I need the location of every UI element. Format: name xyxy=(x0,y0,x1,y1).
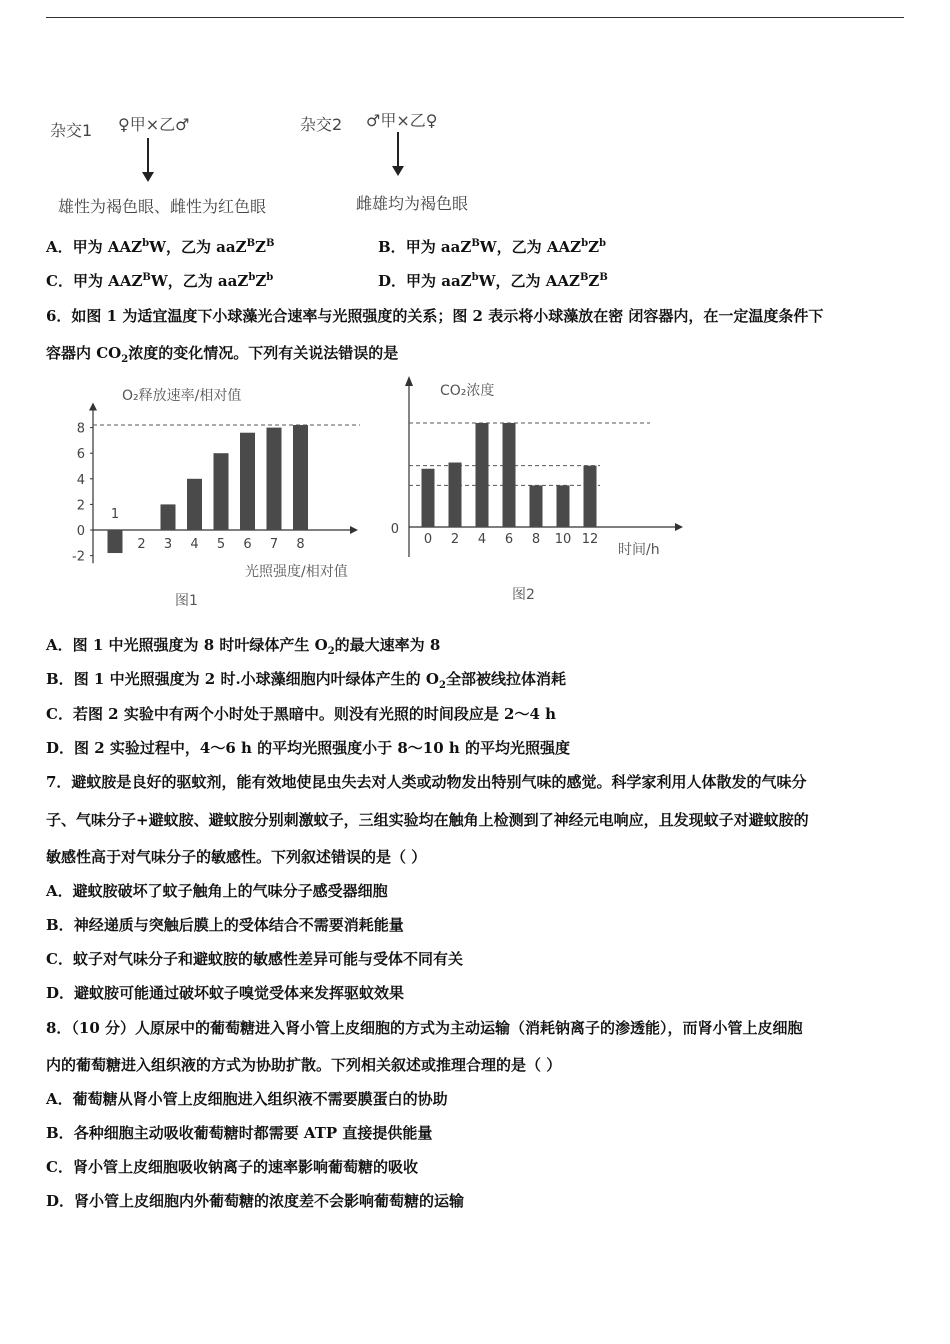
q6-option-c[interactable]: C．若图 2 实验中有两个小时处于黑暗中。则没有光照的时间段应是 2～4 h xyxy=(46,705,557,723)
fig1-y-tick-label: 8 xyxy=(76,421,85,437)
fig2-x-tick-label: 0 xyxy=(423,532,433,547)
fig2-caption: 图2 xyxy=(512,587,535,603)
fig1-title: O₂释放速率/相对值 xyxy=(122,388,242,404)
fig2-bar-2 xyxy=(449,463,462,527)
q7-option-c[interactable]: C．蚊子对气味分子和避蚊胺的敏感性差异可能与受体不同有关 xyxy=(46,950,463,968)
cross1-arrow xyxy=(147,138,149,174)
q6-option-d[interactable]: D．图 2 实验过程中，4～6 h 的平均光照强度小于 8～10 h 的平均光照强度 xyxy=(46,739,571,757)
fig1-y-tick-label: -2 xyxy=(72,549,85,565)
header-rule xyxy=(46,17,904,18)
fig2-bar-4 xyxy=(476,423,489,527)
fig2-y-arrow xyxy=(405,376,413,386)
fig1-y-tick-label: 0 xyxy=(76,524,85,539)
fig1-x-tick-label: 4 xyxy=(190,537,199,552)
q5-option-d[interactable]: D．甲为 aaZ$^b$W，乙为 $AAZ^BZ^B$ xyxy=(378,272,608,290)
q5-option-b[interactable]: B．甲为 aaZ$^B$W，乙为 $AAZ^bZ^b$ xyxy=(378,238,607,256)
q7-option-a[interactable]: A．避蚊胺破坏了蚊子触角上的气味分子感受器细胞 xyxy=(46,882,388,900)
fig1-x-tick-label: 5 xyxy=(216,537,226,552)
fig1-y-tick-label: 6 xyxy=(76,447,85,463)
q7-stem-line1: 7．避蚊胺是良好的驱蚊剂，能有效地使昆虫失去对人类或动物发出特别气味的感觉。科学家利用人体散发的气味分 xyxy=(46,773,807,791)
q6-option-b[interactable]: B．图 1 中光照强度为 2 时.小球藻细胞内叶绿体产生的 $O_2$全部被线拉体消耗 xyxy=(46,670,566,691)
fig1-bar-7 xyxy=(267,428,282,530)
fig1-x-tick-label: 8 xyxy=(296,537,305,552)
fig1-y-arrow xyxy=(89,403,97,411)
q6-option-a[interactable]: A．图 1 中光照强度为 8 时叶绿体产生 $O_2$的最大速率为 8 xyxy=(46,636,441,657)
fig2-x-tick-label: 12 xyxy=(581,532,599,547)
cross2-arrowhead xyxy=(392,166,404,176)
q6-stem-line1: 6．如图 1 为适宜温度下小球藻光合速率与光照强度的关系；图 2 表示将小球藻放在密 闭容器内，在一定温度条件下 xyxy=(46,307,824,325)
cross2-parents: ♂甲×乙♀ xyxy=(366,111,438,130)
fig2-x-tick-label: 2 xyxy=(450,532,460,547)
cross1-arrowhead xyxy=(142,172,154,182)
fig1-xlabel: 光照强度/相对值 xyxy=(245,564,348,580)
fig2-bar-12 xyxy=(584,466,597,527)
fig2-x-tick-label: 8 xyxy=(531,532,541,547)
figure-2-chart xyxy=(390,370,700,615)
cross1-parents: ♀甲×乙♂ xyxy=(118,115,190,134)
q6-stem-line2: 容器内 $CO_2$浓度的变化情况。下列有关说法错误的是 xyxy=(46,344,399,365)
fig1-x-arrow xyxy=(350,526,358,534)
q8-option-a[interactable]: A．葡萄糖从肾小管上皮细胞进入组织液不需要膜蛋白的协助 xyxy=(46,1090,448,1108)
fig2-x-tick-label: 4 xyxy=(477,532,487,547)
fig2-bar-10 xyxy=(557,485,570,527)
q7-stem-line2: 子、气味分子+避蚊胺、避蚊胺分别刺激蚊子，三组实验均在触角上检测到了神经元电响应，且发现蚊子对避蚊胺的 xyxy=(46,811,809,829)
fig1-bar-5 xyxy=(214,453,229,530)
figure-1-chart xyxy=(60,375,380,615)
q7-stem-line3: 敏感性高于对气味分子的敏感性。下列叙述错误的是（ ） xyxy=(46,848,427,866)
q7-option-b[interactable]: B．神经递质与突触后膜上的受体结合不需要消耗能量 xyxy=(46,916,404,934)
fig1-bar-4 xyxy=(187,479,202,530)
fig2-bar-6 xyxy=(503,423,516,527)
fig1-x-tick-label: 6 xyxy=(243,537,252,552)
fig2-bar-0 xyxy=(422,469,435,527)
fig1-bar-8 xyxy=(293,425,308,530)
q5-option-a[interactable]: A．甲为 AAZ$^b$W，乙为 $aaZ^BZ^B$ xyxy=(46,238,275,256)
fig1-y-tick-label: 4 xyxy=(76,472,85,488)
fig2-x-tick-label: 6 xyxy=(504,532,514,547)
q8-option-b[interactable]: B．各种细胞主动吸收葡萄糖时都需要 ATP 直接提供能量 xyxy=(46,1124,433,1142)
cross1-label: 杂交1 xyxy=(50,121,93,140)
q8-option-c[interactable]: C．肾小管上皮细胞吸收钠离子的速率影响葡萄糖的吸收 xyxy=(46,1158,418,1176)
fig1-bar-1 xyxy=(108,530,123,553)
fig1-x-tick-label: 1 xyxy=(110,507,120,522)
fig2-xlabel: 时间/h xyxy=(618,542,660,558)
fig1-y-tick-label: 2 xyxy=(76,498,85,514)
cross2-result: 雌雄均为褐色眼 xyxy=(356,194,469,213)
fig2-bar-8 xyxy=(530,485,543,527)
fig1-x-tick-label: 3 xyxy=(163,537,173,552)
fig1-bar-3 xyxy=(161,504,176,530)
q5-option-c[interactable]: C．甲为 $AAZ^BW$，乙为 $aaZ^bZ^b$ xyxy=(46,272,274,290)
fig1-x-tick-label: 7 xyxy=(269,537,279,552)
fig1-caption: 图1 xyxy=(175,593,198,609)
cross2-arrow xyxy=(397,132,399,168)
q8-option-d[interactable]: D．肾小管上皮细胞内外葡萄糖的浓度差不会影响葡萄糖的运输 xyxy=(46,1192,465,1210)
fig2-x-arrow xyxy=(675,523,683,531)
cross2-label: 杂交2 xyxy=(300,115,343,134)
fig1-x-tick-label: 2 xyxy=(137,537,146,552)
fig1-bar-6 xyxy=(240,433,255,530)
q8-stem-line1: 8．（10 分）人原尿中的葡萄糖进入肾小管上皮细胞的方式为主动运输（消耗钠离子的渗透能），而肾小管上皮细胞 xyxy=(46,1019,803,1037)
q7-option-d[interactable]: D．避蚊胺可能通过破坏蚊子嗅觉受体来发挥驱蚊效果 xyxy=(46,984,405,1002)
fig2-title: CO₂浓度 xyxy=(440,383,495,399)
fig2-y-tick-label: 0 xyxy=(390,522,399,537)
fig2-x-tick-label: 10 xyxy=(554,532,572,547)
cross1-result: 雄性为褐色眼、雌性为红色眼 xyxy=(58,197,267,216)
q8-stem-line2: 内的葡萄糖进入组织液的方式为协助扩散。下列相关叙述或推理合理的是（ ） xyxy=(46,1056,562,1074)
